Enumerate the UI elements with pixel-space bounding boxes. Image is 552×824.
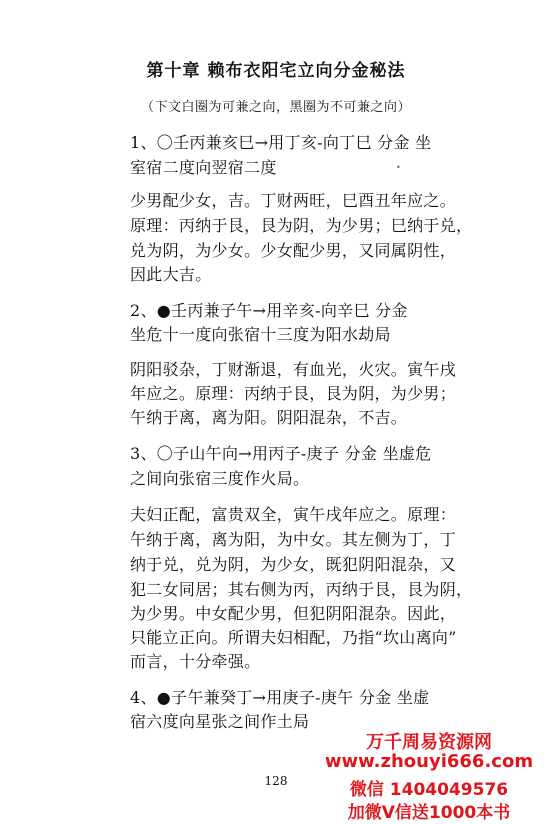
section-3-body-line-3: 纳于兑，兑为阴，为少女，既犯阴阳混杂，又 xyxy=(130,555,457,574)
section-3-body-line-6: 只能立正向。所谓夫妇相配，乃指“坎山离向” xyxy=(130,628,457,647)
page-number: 128 xyxy=(264,774,288,788)
section-1-heading-line-2: 室宿二度向翌宿二度 xyxy=(130,158,277,177)
watermark-wechat: 微信 1404049576 xyxy=(349,780,509,800)
section-3-heading-line-2: 之间向张宿三度作火局。 xyxy=(130,469,310,488)
section-1-body-line-4: 因此大吉。 xyxy=(130,265,212,284)
section-2-body-line-2: 年应之。原理：丙纳于艮，艮为阴，为少男； xyxy=(130,384,457,403)
section-4-heading-line-1: 4、●子午兼癸丁→用庚子-庚午 分金 坐虚 xyxy=(130,688,430,707)
section-3-body-line-1: 夫妇正配，富贵双全，寅午戌年应之。原理： xyxy=(130,505,457,524)
section-1-body-line-1: 少男配少女，吉。丁财两旺，巳酉丑年应之。 xyxy=(130,191,457,210)
section-2-body-line-1: 阴阳驳杂，丁财渐退，有血光，火灾。寅午戌 xyxy=(130,360,457,379)
section-1-heading-line-1: 1、〇壬丙兼亥巳→用丁亥-向丁巳 分金 坐 xyxy=(130,133,432,152)
section-4-heading-line-2: 宿六度向星张之间作土局 xyxy=(130,712,310,731)
section-1-body-line-3: 兑为阴，为少女。少女配少男，又同属阴性， xyxy=(130,241,457,260)
chapter-title: 第十章 赖布衣阳宅立向分金秘法 xyxy=(146,61,406,81)
chapter-subtitle: （下文白圈为可兼之向，黑圈为不可兼之向） xyxy=(140,100,411,115)
watermark-site-name: 万千周易资源网 xyxy=(366,732,492,753)
section-2-body-line-3: 午纳于离，离为阳。阴阳混杂，不吉。 xyxy=(130,408,408,427)
speck-mark: • xyxy=(396,163,401,172)
watermark-url: www.zhouyi666.com xyxy=(324,751,534,772)
watermark-promo: 加微V信送1000本书 xyxy=(347,803,511,823)
section-1-body-line-2: 原理：丙纳于艮，艮为阴，为少男；巳纳于兑， xyxy=(130,216,473,235)
section-3-body-line-2: 午纳于离，离为阳，为中女。其左侧为丁，丁 xyxy=(130,530,457,549)
section-3-body-line-4: 犯二女同居；其右侧为丙，丙纳于艮，艮为阴， xyxy=(130,580,473,599)
section-2-heading-line-2: 坐危十一度向张宿十三度为阳水劫局 xyxy=(130,325,391,344)
section-3-body-line-5: 为少男。中女配少男，但犯阴阳混杂。因此， xyxy=(130,604,457,623)
section-3-heading-line-1: 3、〇子山午向→用丙子-庚子 分金 坐虚危 xyxy=(130,444,432,463)
section-3-body-line-7: 而言，十分牵强。 xyxy=(130,652,261,671)
section-2-heading-line-1: 2、●壬丙兼子午→用辛亥-向辛巳 分金 xyxy=(130,301,408,320)
